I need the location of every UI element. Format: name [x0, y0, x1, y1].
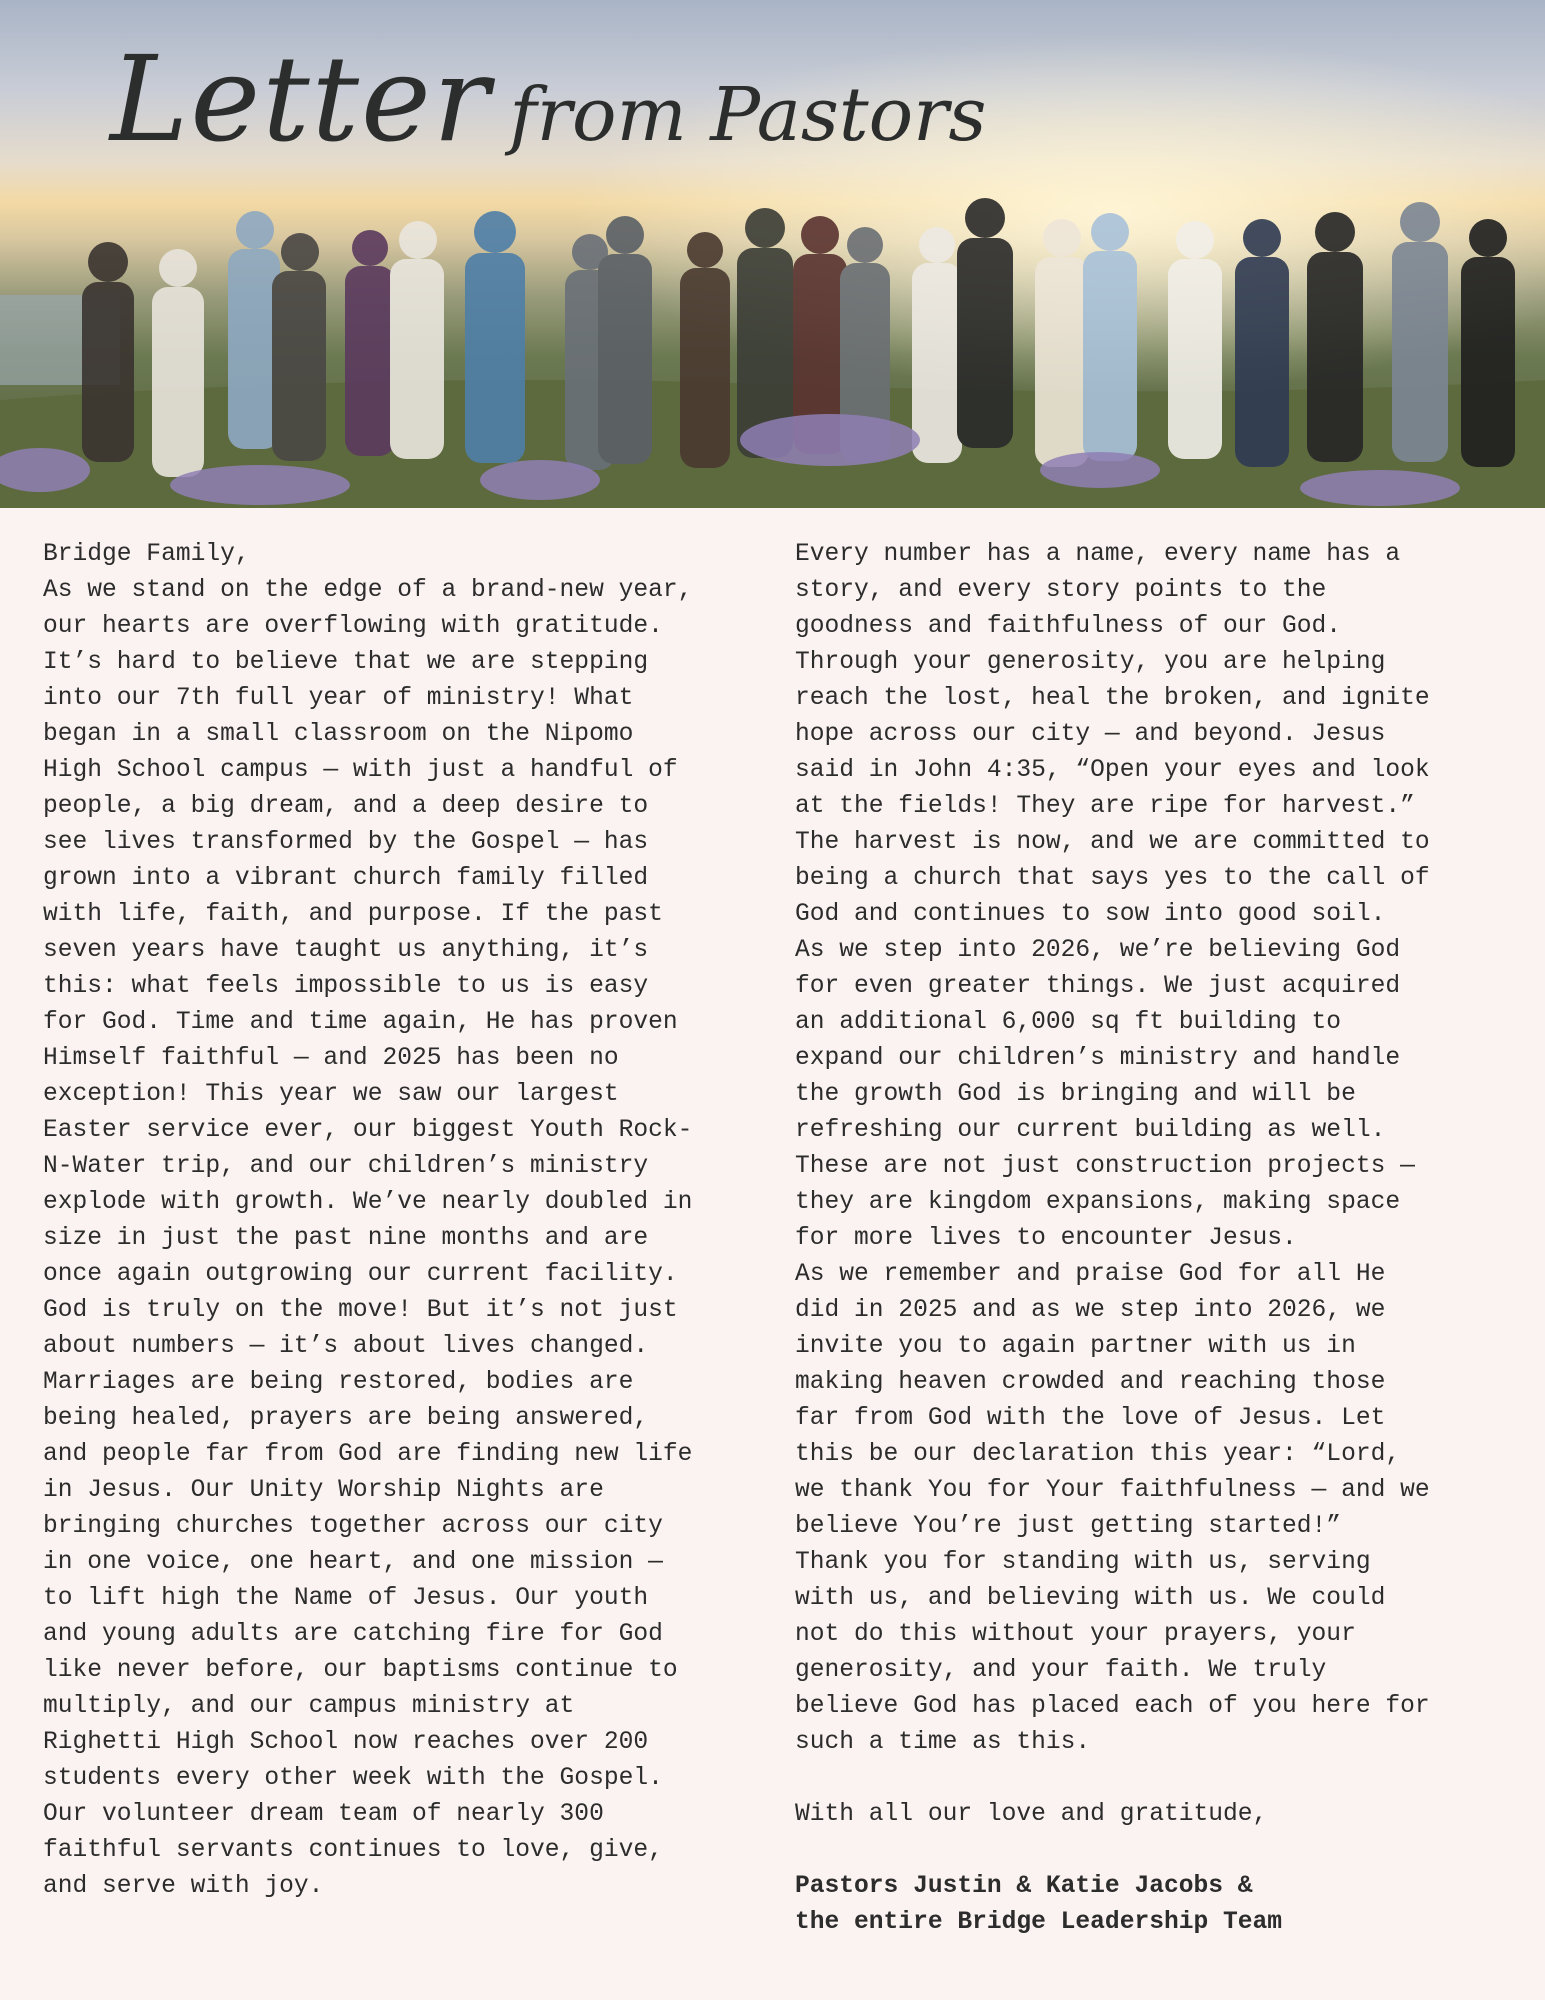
left-column	[43, 537, 692, 1905]
spacer	[795, 1761, 1430, 1797]
right-paragraph-2: As we step into 2026, we’re believing God for even greater things. We just acquired an additional 6,000 sq ft building to expand our children’s ministry and handle the growth God is bringing and will be refreshing our current building as well. These are not just construction projects — they are kingdom expansions, making space for more lives to encounter Jesus.	[795, 937, 1415, 1252]
title-main: Letter	[110, 30, 492, 168]
right-paragraph-4: Thank you for standing with us, serving with us, and believing with us. We could not do this without your prayers, your generosity, and your faith. We truly believe God has placed each of you here for such a time as this.	[795, 1549, 1430, 1756]
signature-line-2: the entire Bridge Leadership Team	[795, 1909, 1283, 1936]
right-paragraph-1: Every number has a name, every name has a story, and every story points to the goodness and faithfulness of our God. Through your generosity, you are helping reach the lost, heal the broken, and ignite hope across our city — and beyond. Jesus said in John 4:35, “Open your eyes and look at the fields! They are ripe for harvest.” The harvest is now, and we are committed to being a church that says yes to the call of God and continues to sow into good soil.	[795, 541, 1430, 928]
right-paragraph-3: As we remember and praise God for all He did in 2025 and as we step into 2026, we invite you to again partner with us in making heaven crowded and reaching those far from God with the love of Jesus. Let this be our declaration this year: “Lord, we thank You for Your faithfulness — and we believe You’re just getting started!”	[795, 1261, 1430, 1540]
right-column	[795, 537, 1430, 1941]
title-sub: from Pastors	[509, 72, 987, 158]
spacer	[795, 1833, 1430, 1869]
signature-line-1: Pastors Justin & Katie Jacobs &	[795, 1873, 1253, 1900]
hero-banner	[0, 0, 1545, 508]
greeting: Bridge Family,	[43, 541, 250, 568]
left-body-text: As we stand on the edge of a brand-new year, our hearts are overflowing with gratitude. It’s hard to believe that we are stepping into our 7th full year of ministry! What began in a small classroom on the Nipomo High School campus — with just a handful of people, a big dream, and a deep desire to see lives transformed by the Gospel — has grown into a vibrant church family filled with life, faith, and purpose. If the past seven years have taught us anything, it’s this: what feels impossible to us is easy for God. Time and time again, He has proven Himself faithful — and 2025 has been no exception! This year we saw our largest Easter service ever, our biggest Youth Rock- N-Water trip, and our children’s ministry explode with growth. We’ve nearly doubled in size in just the past nine months and are once again outgrowing our current facility. God is truly on the move! But it’s not just about numbers — it’s about lives changed. Marriages are being restored, bodies are being healed, prayers are being answered, and people far from God are finding new life in Jesus. Our Unity Worship Nights are bringing churches together across our city in one voice, one heart, and one mission — to lift high the Name of Jesus. Our youth and young adults are catching fire for God like never before, our baptisms continue to multiply, and our campus ministry at Righetti High School now reaches over 200 students every other week with the Gospel. Our volunteer dream team of nearly 300 faithful servants continues to love, give, and serve with joy.	[43, 577, 693, 1900]
closing-line: With all our love and gratitude,	[795, 1801, 1268, 1828]
page-title	[110, 30, 987, 168]
